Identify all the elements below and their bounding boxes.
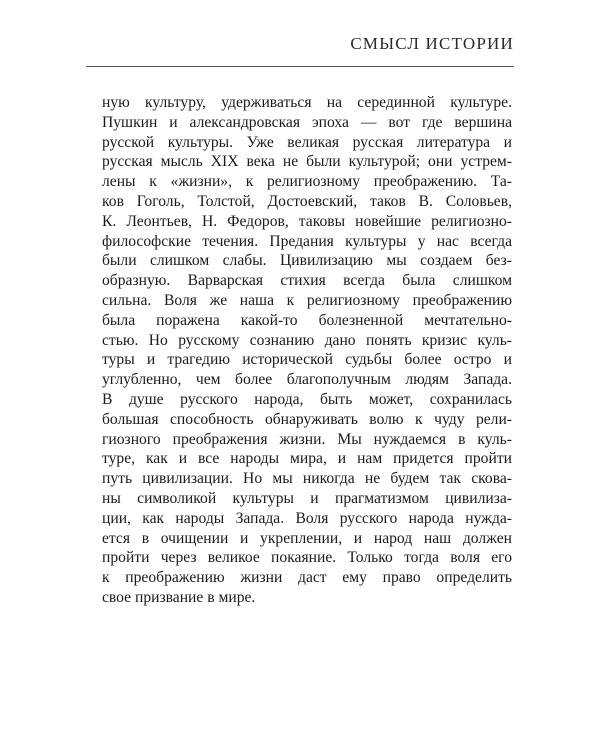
text-line: углубленно, чем более благополучным людям Запада. — [102, 371, 512, 389]
text-line: ную культуру, удерживаться на серединной культуре. — [102, 94, 512, 111]
text-line: русской культуры. Уже великая русская литература и — [102, 133, 512, 151]
text-line: стью. Но русскому сознанию дано понять кризис куль- — [102, 331, 512, 349]
text-line: В душе русского народа, быть может, сохранилась — [102, 390, 512, 408]
text-line: русская мысль XIX века не были культурой; они устрем- — [102, 153, 512, 171]
text-line: ны символикой культуры и прагматизмом цивилиза- — [102, 489, 512, 507]
text-line: лены к «жизни», к религиозному преображению. Та- — [102, 173, 512, 191]
text-line: к преображению жизни даст ему право определить — [102, 569, 512, 587]
running-header-title: СМЫСЛ ИСТОРИИ — [350, 34, 514, 53]
text-line: были слишком слабы. Цивилизацию мы создаем без- — [102, 252, 512, 270]
text-line: сильна. Воля же наша к религиозному преображению — [102, 291, 512, 309]
text-line: туре, как и все народы мира, и нам придется пройти — [102, 450, 512, 468]
text-line: путь цивилизации. Но мы никогда не будем так скова- — [102, 470, 512, 488]
text-line: большая способность обнаруживать волю к чуду рели- — [102, 410, 512, 428]
body-text — [102, 93, 512, 608]
text-line: гиозного преображения жизни. Мы нуждаемся в куль- — [102, 430, 512, 448]
text-line: К. Леонтьев, Н. Федоров, таковы новейшие религиозно- — [102, 212, 512, 230]
text-line: ется в очищении и укреплении, и народ наш должен — [102, 529, 512, 547]
text-line: была поражена какой-то болезненной мечтательно- — [102, 311, 512, 329]
text-line: ков Гоголь, Толстой, Достоевский, таков В. Соловьев, — [102, 192, 512, 210]
text-line: ции, как народы Запада. Воля русского народа нужда- — [102, 509, 512, 527]
text-line: образную. Варварская стихия всегда была слишком — [102, 272, 512, 290]
text-line: свое призвание в мире. — [102, 588, 256, 606]
text-line: Пушкин и александровская эпоха — вот где вершина — [102, 113, 512, 131]
text-line: туры и трагедию исторической судьбы более остро и — [102, 351, 512, 369]
text-line: пройти через великое покаяние. Только тогда воля его — [102, 549, 512, 567]
header-divider — [86, 66, 514, 67]
text-line: философские течения. Предания культуры у нас всегда — [102, 232, 512, 250]
